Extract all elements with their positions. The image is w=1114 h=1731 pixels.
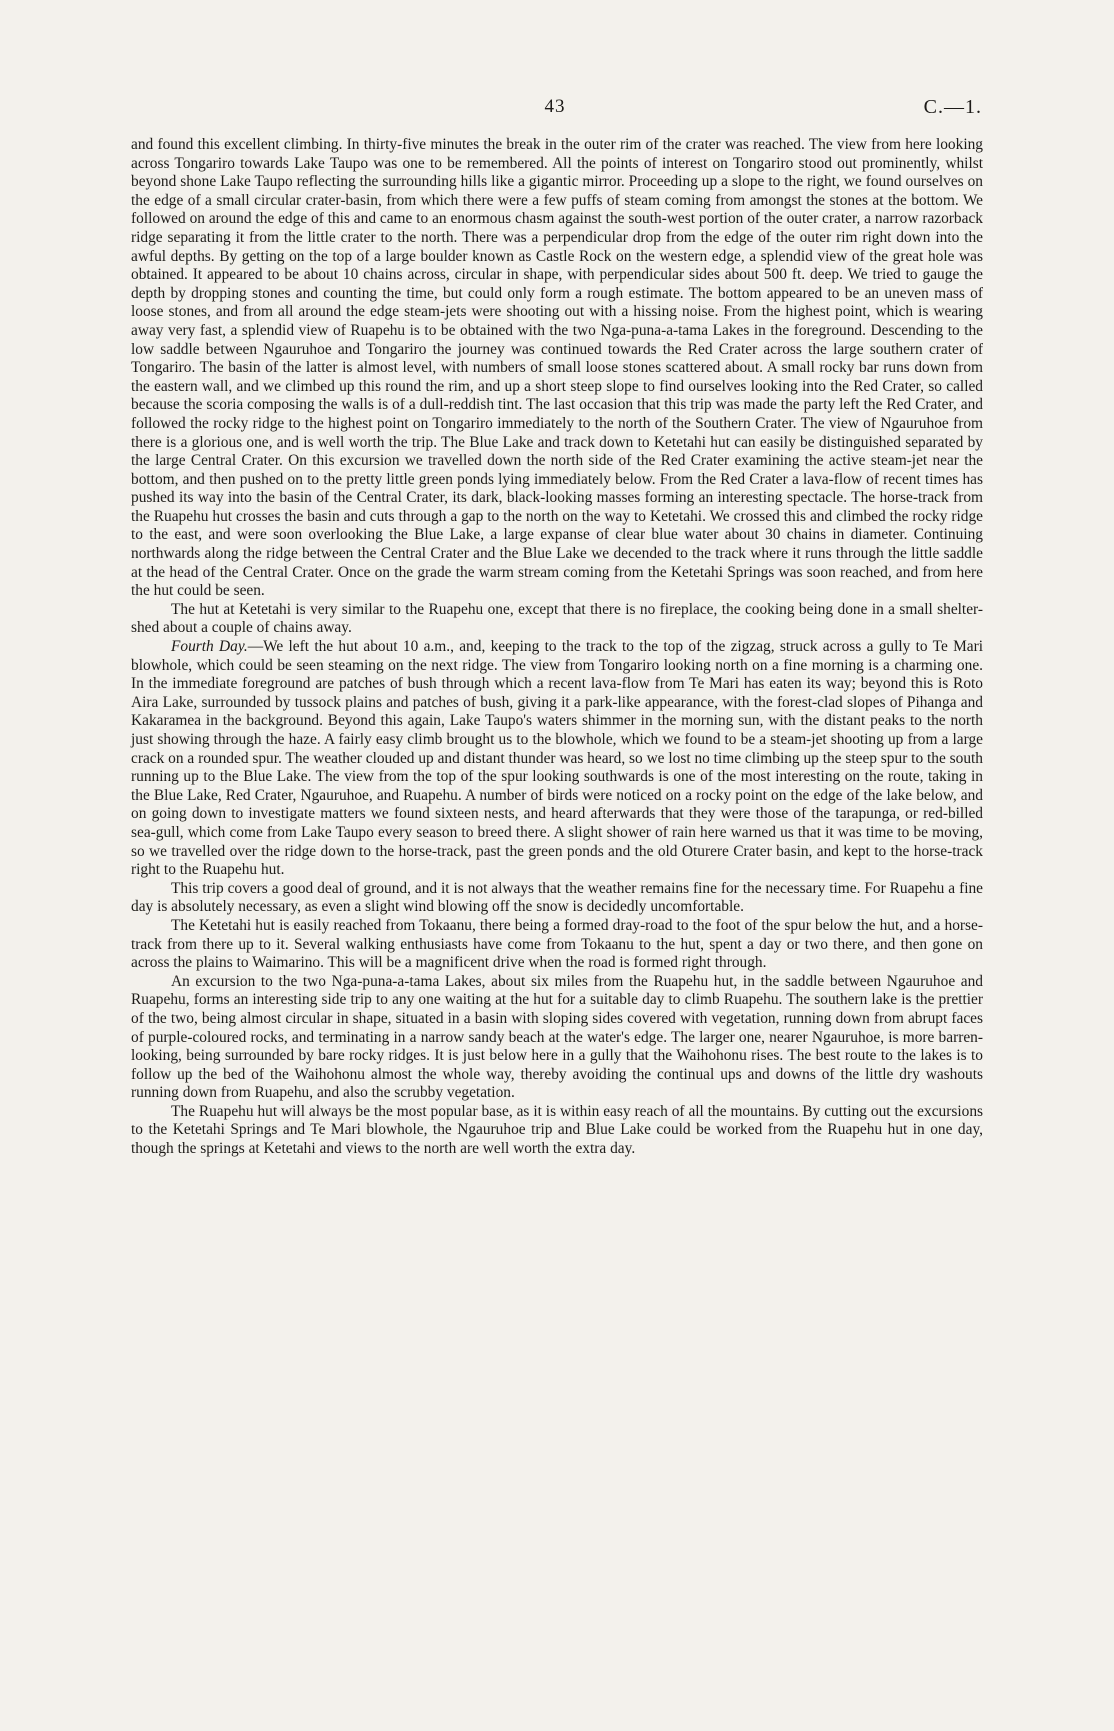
- body-text: [131, 136, 983, 1159]
- paragraph-3-text: —We left the hut about 10 a.m., and, keeping to the track to the top of the zigzag, struck across a gully to Te Mari blowhole, which could be seen steaming on the next ridge. The view from Tongariro looking north on a fine morning is a charming one. In the immediate foreground are patches of bush through which a recent lava-flow from Te Mari has eaten its way; beyond this is Roto Aira Lake, surrounded by tussock plains and patches of bush, giving it a park-like appearance, with the forest-clad slopes of Pihanga and Kakaramea in the background. Beyond this again, Lake Taupo's waters shimmer in the morning sun, with the distant peaks to the north just showing through the haze. A fairly easy climb brought us to the blowhole, which we found to be a steam-jet shooting up from a large crack on a rounded spur. The weather clouded up and distant thunder was heard, so we lost no time climbing up the steep spur to the south running up to the Blue Lake. The view from the top of the spur looking southwards is one of the most interesting on the route, taking in the Blue Lake, Red Crater, Ngauruhoe, and Ruapehu. A number of birds were noticed on a rocky point on the edge of the lake below, and on going down to investigate matters we found sixteen nests, and heard afterwards that they were those of the tarapunga, or red-billed sea-gull, which come from Lake Taupo every season to breed there. A slight shower of rain here warned us that it was time to be moving, so we travelled over the ridge down to the horse-track, past the green ponds and the old Oturere Crater basin, and kept to the horse-track right to the Ruapehu hut.: [131, 638, 984, 879]
- paragraph-6: An excursion to the two Nga-puna-a-tama Lakes, about six miles from the Ruapehu hut, in the saddle between Ngauruhoe and Ruapehu, forms an interesting side trip to any one waiting at the hut for a suitable day to climb Ruapehu. The southern lake is the prettier of the two, being almost circular in shape, situated in a basin with sloping sides covered with vegetation, running down from abrupt faces of purple-coloured rocks, and terminating in a narrow sandy beach at the water's edge. The larger one, nearer Ngauruhoe, is more barren-looking, being surrounded by bare rocky ridges. It is just below here in a gully that the Waihohonu rises. The best route to the lakes is to follow up the bed of the Waihohonu almost the whole way, thereby avoiding the continual ups and downs of the little dry washouts running down from Ruapehu, and also the scrubby vegetation.: [131, 972, 983, 1102]
- paragraph-7: The Ruapehu hut will always be the most popular base, as it is within easy reach of all the mountains. By cutting out the excursions to the Ketetahi Springs and Te Mari blowhole, the Ngauruhoe trip and Blue Lake could be worked from the Ruapehu hut in one day, though the springs at Ketetahi and views to the north are well worth the extra day.: [131, 1102, 983, 1158]
- page-number: 43: [544, 96, 566, 117]
- section-lead: Fourth Day.: [171, 638, 248, 656]
- document-code: C.—1.: [923, 96, 982, 118]
- paragraph-1: and found this excellent climbing. In thirty-five minutes the break in the outer rim of the crater was reached. The view from here looking across Tongariro towards Lake Taupo was one to be remembered. All the points of interest on Tongariro stood out prominently, whilst beyond shone Lake Taupo reflecting the surrounding hills like a gigantic mirror. Proceeding up a slope to the right, we found ourselves on the edge of a small circular crater-basin, from which there were a few puffs of steam coming from amongst the stones at the bottom. We followed on around the edge of this and came to an enormous chasm against the south-west portion of the outer crater, a narrow razorback ridge separating it from the little crater to the north. There was a perpendicular drop from the edge of the outer rim right down into the awful depths. By getting on the top of a large boulder known as Castle Rock on the western edge, a splendid view of the great hole was obtained. It appeared to be about 10 chains across, circular in shape, with perpendicular sides about 500 ft. deep. We tried to gauge the depth by dropping stones and counting the time, but could only form a rough estimate. The bottom appeared to be an uneven mass of loose stones, and from all around the edge steam-jets were shooting out with a hissing noise. From the highest point, which is wearing away very fast, a splendid view of Ruapehu is to be obtained with the two Nga-puna-a-tama Lakes in the foreground. Descending to the low saddle between Ngauruhoe and Tongariro the journey was continued towards the Red Crater across the large southern crater of Tongariro. The basin of the latter is almost level, with numbers of small loose stones scattered about. A small rocky bar runs down from the eastern wall, and we climbed up this round the rim, and up a short steep slope to find ourselves looking into the Red Crater, so called because the scoria composing the walls is of a dull-reddish tint. The last occasion that this trip was made the party left the Red Crater, and followed the rocky ridge to the highest point on Tongariro immediately to the north of the Southern Crater. The view of Ngauruhoe from there is a glorious one, and is well worth the trip. The Blue Lake and track down to Ketetahi hut can easily be distinguished separated by the large Central Crater. On this excursion we travelled down the north side of the Red Crater examining the active steam-jet near the bottom, and then pushed on to the pretty little green ponds lying immediately below. From the Red Crater a lava-flow of recent times has pushed its way into the basin of the Central Crater, its dark, black-looking masses forming an interesting spectacle. The horse-track from the Ruapehu hut crosses the basin and cuts through a gap to the north on the way to Ketetahi. We crossed this and climbed the rocky ridge to the east, and were soon overlooking the Blue Lake, a large expanse of clear blue water about 30 chains in diameter. Continuing northwards along the ridge between the Central Crater and the Blue Lake we decended to the track where it runs through the little saddle at the head of the Central Crater. Once on the grade the warm stream coming from the Ketetahi Springs was soon reached, and from here the hut could be seen.: [131, 136, 983, 600]
- paragraph-4: This trip covers a good deal of ground, and it is not always that the weather remains fine for the necessary time. For Ruapehu a fine day is absolutely necessary, as even a slight wind blowing off the snow is decidedly uncomfortable.: [131, 879, 983, 916]
- paragraph-3: [131, 638, 983, 880]
- page-header: [128, 96, 982, 126]
- paragraph-5: The Ketetahi hut is easily reached from Tokaanu, there being a formed dray-road to the foot of the spur below the hut, and a horse-track from there up to it. Several walking enthusiasts have come from Tokaanu to the hut, spent a day or two there, and then gone on across the plains to Waimarino. This will be a magnificent drive when the road is formed right through.: [131, 916, 983, 972]
- paragraph-2: The hut at Ketetahi is very similar to the Ruapehu one, except that there is no fireplace, the cooking being done in a small shelter-shed about a couple of chains away.: [131, 600, 983, 637]
